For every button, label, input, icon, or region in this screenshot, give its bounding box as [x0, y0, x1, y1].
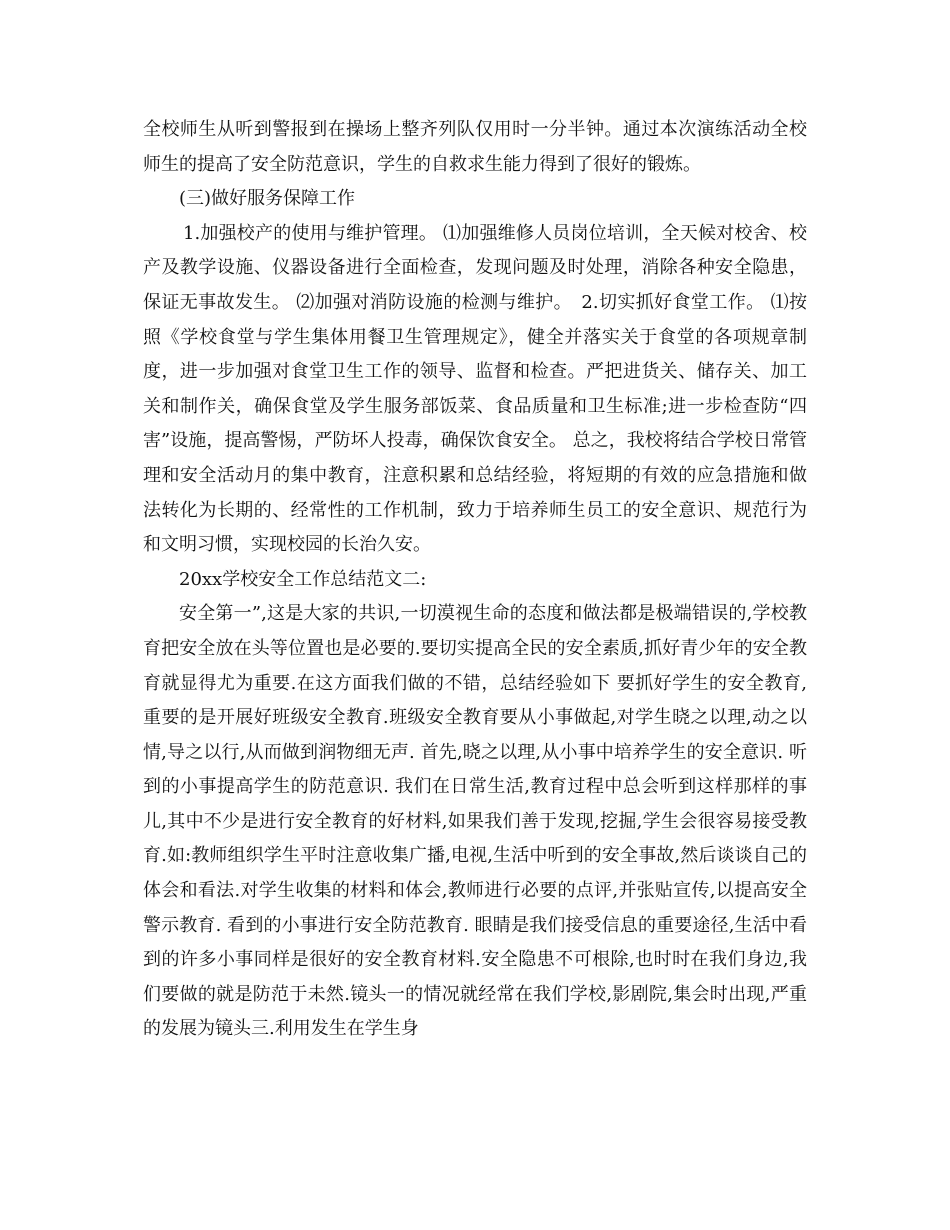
- paragraph-drill-summary: 全校师生从听到警报到在操场上整齐列队仅用时一分半钟。通过本次演练活动全校师生的提高了安全防范意识，学生的自救求生能力得到了很好的锻炼。: [143, 119, 807, 175]
- section-heading-service-support: (三)做好服务保障工作: [179, 188, 356, 210]
- section-heading-sample-two: 20xx学校安全工作总结范文二:: [179, 568, 427, 590]
- paragraph-service-support: 1.加强校产的使用与维护管理。 ⑴加强维修人员岗位培训，全天候对校舍、校产及教学设施、仪器设备进行全面检查，发现问题及时处理，消除各种安全隐患，保证无事故发生。 ⑵加强对消防设施的检测与维护。 2.切实抓好食堂工作。 ⑴按照《学校食堂与学生集体用餐卫生管理规定》，健全并落实关于食堂的各项规章制度，进一步加强对食堂卫生工作的领导、监督和检查。严把进货关、储存关、加工关和制作关，确保食堂及学生服务部饭菜、食品质量和卫生标准;进一步检查防“四害”设施，提高警惕，严防坏人投毒，确保饮食安全。 总之，我校将结合学校日常管理和安全活动月的集中教育，注意积累和总结经验，将短期的有效的应急措施和做法转化为长期的、经常性的工作机制，致力于培养师生员工的安全意识、规范行为和文明习惯，实现校园的长治久安。: [143, 222, 807, 556]
- document-body: [143, 113, 807, 1047]
- paragraph-safety-first: 安全第一”,这是大家的共识,一切漠视生命的态度和做法都是极端错误的,学校教育把安全放在头等位置也是必要的.要切实提高全民的安全素质,抓好青少年的安全教育就显得尤为重要.在这方面我们做的不错，总结经验如下 要抓好学生的安全教育,重要的是开展好班级安全教育.班级安全教育要从小事做起,对学生晓之以理,动之以情,导之以行,从而做到润物细无声. 首先,晓之以理,从小事中培养学生的安全意识. 听到的小事提高学生的防范意识. 我们在日常生活,教育过程中总会听到这样那样的事儿,其中不少是进行安全教育的好材料,如果我们善于发现,挖掘,学生会很容易接受教育.如:教师组织学生平时注意收集广播,电视,生活中听到的安全事故,然后谈谈自己的体会和看法.对学生收集的材料和体会,教师进行必要的点评,并张贴宣传,以提高安全警示教育. 看到的小事进行安全防范教育. 眼睛是我们接受信息的重要途径,生活中看到的许多小事同样是很好的安全教育材料.安全隐患不可根除,也时时在我们身边,我们要做的就是防范于未然.镜头一的情况就经常在我们学校,影剧院,集会时出现,严重的发展为镜头三.利用发生在学生身: [143, 603, 807, 1040]
